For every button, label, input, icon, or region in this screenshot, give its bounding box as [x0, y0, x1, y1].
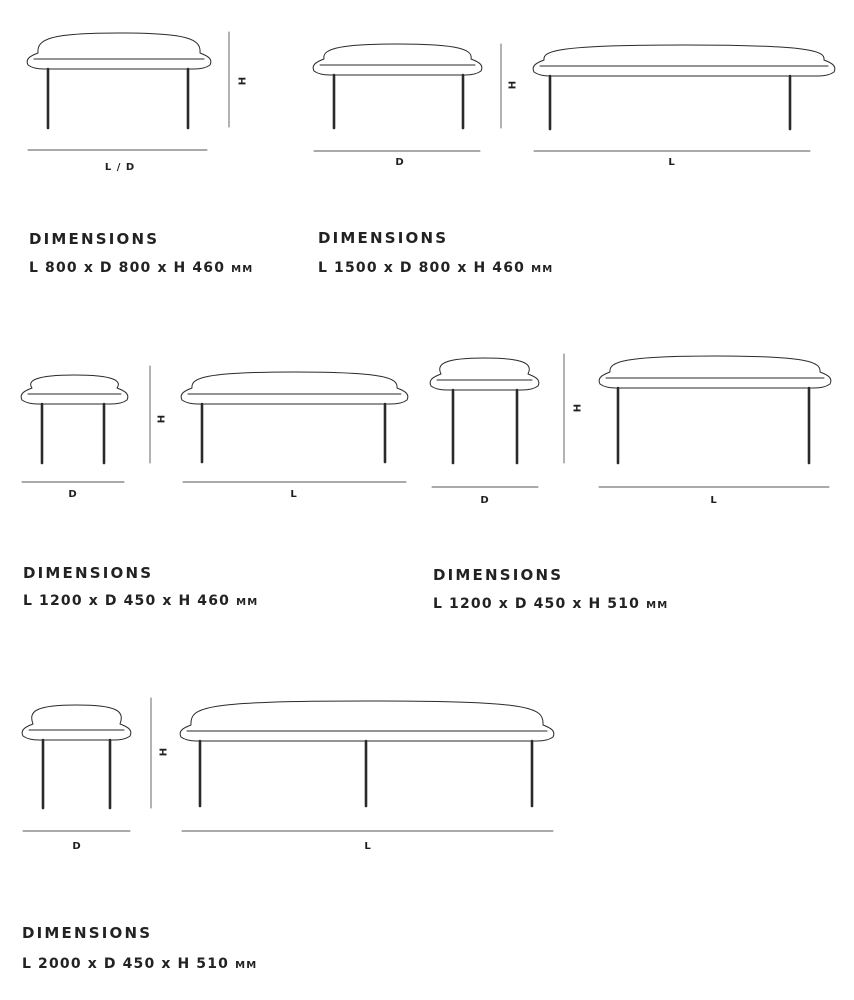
label-depth: D: [72, 841, 82, 852]
label-height: H: [507, 79, 519, 90]
label-length: L: [290, 489, 298, 500]
dimensions-heading: DIMENSIONS: [23, 564, 154, 582]
seat-cushion: [180, 701, 554, 741]
label-length: L: [710, 495, 718, 506]
dimensions-spec: L 800 x D 800 x H 460 MM: [29, 260, 254, 276]
dimensions-spec: L 1200 x D 450 x H 460 MM: [23, 593, 259, 609]
dimensions-spec: L 1200 x D 450 x H 510 MM: [433, 596, 669, 612]
seat-cushion: [313, 44, 482, 75]
dimensions-spec: L 2000 x D 450 x H 510 MM: [22, 956, 258, 972]
seat-cushion: [181, 372, 408, 404]
label-height: H: [572, 402, 584, 413]
dimensions-heading: DIMENSIONS: [22, 924, 153, 942]
label-depth: D: [395, 157, 405, 168]
label-length: L: [668, 157, 676, 168]
dimensions-heading: DIMENSIONS: [433, 566, 564, 584]
seat-cushion: [599, 356, 831, 388]
label-length-depth: L / D: [104, 162, 136, 173]
label-height: H: [158, 746, 170, 757]
seat-cushion: [533, 45, 835, 76]
seat-cushion: [430, 358, 539, 390]
label-height: H: [156, 413, 168, 424]
seat-cushion: [22, 705, 131, 740]
label-depth: D: [68, 489, 78, 500]
dimensions-spec: L 1500 x D 800 x H 460 MM: [318, 260, 554, 276]
dimensions-heading: DIMENSIONS: [29, 230, 160, 248]
label-height: H: [237, 75, 249, 86]
dimensions-heading: DIMENSIONS: [318, 229, 449, 247]
label-length: L: [364, 841, 372, 852]
label-depth: D: [480, 495, 490, 506]
seat-cushion: [21, 375, 128, 404]
seat-cushion: [27, 33, 211, 69]
